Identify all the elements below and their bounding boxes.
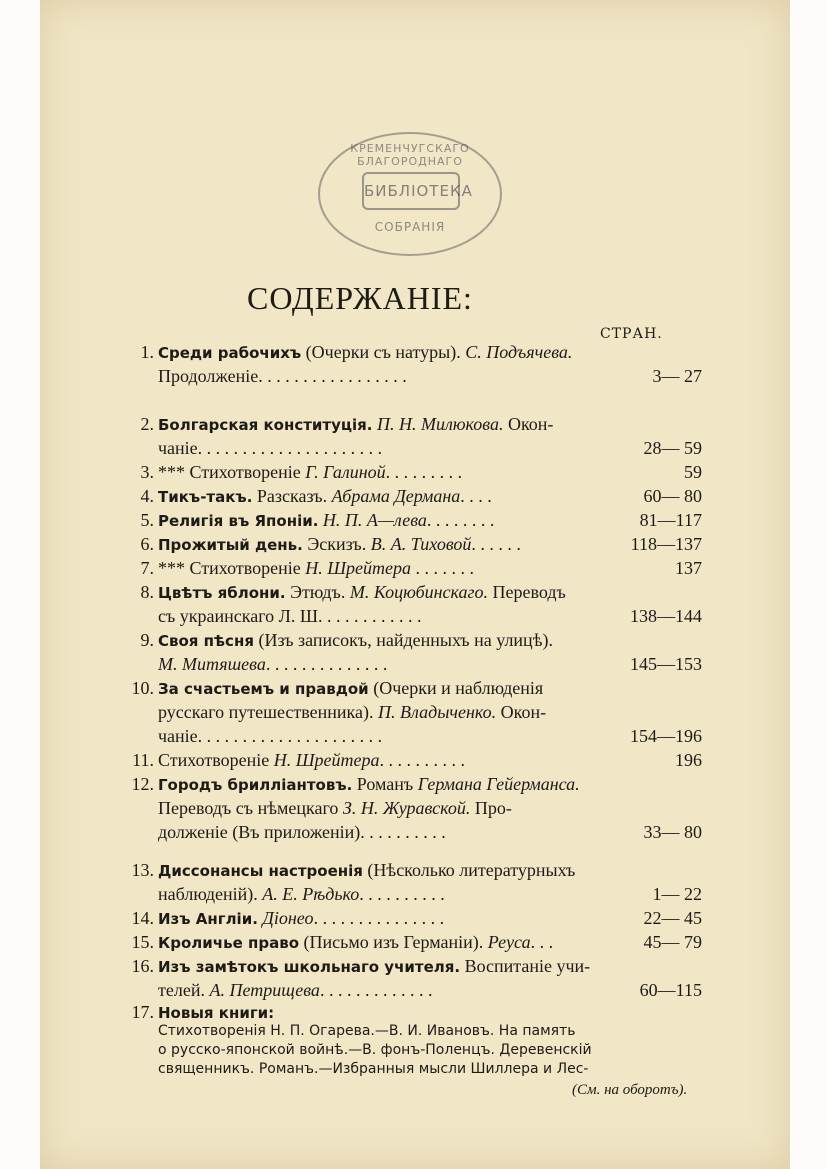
toc-line	[118, 930, 706, 954]
toc-line	[118, 484, 706, 508]
toc-entry-text	[158, 724, 706, 748]
toc-entry-description: (Очерки и наблюденія	[368, 678, 544, 698]
toc-line	[118, 580, 706, 604]
toc-line	[118, 772, 706, 796]
toc-item-number: 5.	[140, 510, 154, 530]
toc-entry-title: Прожитый день.	[158, 536, 303, 554]
toc-line	[118, 556, 706, 580]
toc-entry-title: Кроличье право	[158, 934, 299, 952]
toc-entry-author: Н. Шрейтера	[305, 558, 411, 578]
toc-entry-text	[158, 412, 706, 437]
toc-entry-text	[158, 508, 706, 533]
toc-entry-title: За счастьемъ и правдой	[158, 680, 369, 698]
toc-entry-continuation: . . . .	[460, 486, 492, 506]
toc-entry-description: Эскизъ.	[302, 534, 371, 554]
toc-entry-title: Диссонансы настроенiя	[158, 862, 363, 880]
toc-page-range: 137	[675, 558, 702, 578]
toc-entry-author: П. Владыченко.	[378, 702, 497, 722]
toc-entry-description: Этюдъ.	[285, 582, 350, 602]
toc-item-number: 14.	[131, 908, 154, 928]
toc-entry-description: Воспитаніе учи-	[460, 956, 591, 976]
toc-page-range: 60— 80	[643, 486, 702, 506]
toc-entry-text	[158, 460, 706, 484]
toc-item-number: 6.	[140, 534, 154, 554]
toc-entry-text	[158, 858, 706, 883]
toc-entry-text	[158, 700, 706, 724]
toc-entry-author: М. Митяшева	[158, 654, 266, 674]
toc-entry-text	[158, 652, 706, 676]
toc-entry-description: наблюденій).	[158, 884, 263, 904]
toc-entry-author: А. Петрищева	[209, 980, 320, 1000]
toc-entry-description: Переводъ съ нѣмецкаго	[158, 798, 343, 818]
toc-entry-description: съ украинскаго Л. Ш. . . . . . . . . . . .	[158, 606, 422, 626]
toc-line	[118, 882, 706, 906]
toc-item-number: 13.	[131, 860, 154, 880]
toc-entry-description: (Нѣсколько литературныхъ	[362, 860, 576, 880]
toc-line	[118, 858, 706, 882]
toc-line	[118, 436, 706, 460]
toc-line	[118, 748, 706, 772]
toc-page-range: 60—115	[639, 980, 702, 1000]
toc-line	[118, 978, 706, 1002]
toc-line	[118, 460, 706, 484]
toc-item-number: 12.	[131, 774, 154, 794]
toc-entry-author: З. Н. Журавской.	[342, 798, 471, 818]
toc-entry-author: Н. П. А—лева	[322, 510, 427, 530]
stamp-top-text: КРЕМЕНЧУГСКАГО БЛАГОРОДНАГО	[350, 142, 470, 168]
toc-item-number: 2.	[140, 414, 154, 434]
toc-entry-text	[158, 484, 706, 509]
toc-page-range: 154—196	[630, 726, 702, 746]
toc-entry-continuation: Окон-	[503, 414, 554, 434]
toc-entry-title: Новыя книги:	[158, 1004, 275, 1022]
toc-entry-text	[158, 748, 706, 772]
toc-entry-title: Среди рабочихъ	[158, 344, 302, 362]
new-books-line: священникъ. Романъ.—Избранныя мысли Шиллера и Лес-	[158, 1061, 589, 1077]
toc-page-range: 33— 80	[643, 822, 702, 842]
toc-item-number: 16.	[131, 956, 154, 976]
toc-entry-text	[158, 604, 706, 628]
stamp-center-text: БИБЛІОТЕКА	[362, 172, 460, 210]
toc-entry-continuation: Окон-	[496, 702, 547, 722]
toc-line	[118, 700, 706, 724]
toc-entry-text	[158, 628, 706, 653]
toc-entry-text	[158, 556, 706, 580]
toc-line	[118, 340, 706, 364]
toc-entry-title: Болгарская конституція.	[158, 416, 373, 434]
toc-line	[118, 796, 706, 820]
toc-entry-description: русскаго путешественника).	[158, 702, 379, 722]
toc-page-range: 3— 27	[652, 366, 702, 386]
toc-entry-author: Діонео	[262, 908, 314, 928]
toc-entry-description: *** Стихотвореніе	[158, 462, 306, 482]
toc-entry-continuation: . . . . . . . . . .	[379, 750, 465, 770]
toc-item-number: 1.	[140, 342, 154, 362]
toc-line	[118, 532, 706, 556]
toc-line	[118, 906, 706, 930]
toc-entry-title: Цвѣтъ яблони.	[158, 584, 286, 602]
library-stamp	[318, 132, 502, 256]
toc-line	[118, 364, 706, 388]
toc-entry-text	[158, 978, 706, 1002]
toc-entry-description: Разсказъ.	[252, 486, 332, 506]
toc-entry-text	[158, 532, 706, 557]
toc-entry-author: М. Коцюбинскаго.	[349, 582, 489, 602]
toc-entry-continuation: Про-	[470, 798, 512, 818]
toc-entry-description: телей.	[158, 980, 210, 1000]
toc-line	[118, 604, 706, 628]
toc-entry-description: (Очерки съ натуры).	[301, 342, 466, 362]
toc-entry-continuation: . . . . . .	[471, 534, 521, 554]
stamp-bottom-text: СОБРАНІЯ	[374, 220, 446, 234]
toc-line	[118, 1000, 706, 1024]
toc-entry-text	[158, 436, 706, 460]
toc-entry-author: В. А. Тиховой	[370, 534, 472, 554]
toc-page-range: 138—144	[630, 606, 702, 626]
toc-line	[118, 724, 706, 748]
toc-entry-text	[158, 882, 706, 906]
toc-item-number: 15.	[131, 932, 154, 952]
toc-entry-description: чаніе. . . . . . . . . . . . . . . . . . . . .	[158, 726, 383, 746]
toc-line	[118, 954, 706, 978]
toc-page-range: 196	[675, 750, 702, 770]
toc-entry-author: А. Е. Рѣдько	[262, 884, 360, 904]
toc-entry-description: Стихотвореніе	[158, 750, 274, 770]
toc-item-number: 3.	[140, 462, 154, 482]
toc-entry-text	[158, 906, 706, 931]
toc-entry-description: Продолженіе. . . . . . . . . . . . . . . . .	[158, 366, 407, 386]
toc-entry-continuation: . . . . . . . . . . . . . .	[265, 654, 388, 674]
toc-page-range: 28— 59	[643, 438, 702, 458]
toc-page-range: 59	[684, 462, 702, 482]
toc-item-number: 10.	[131, 678, 154, 698]
toc-page-range: 145—153	[630, 654, 702, 674]
toc-line	[118, 412, 706, 436]
toc-item-number: 11.	[132, 750, 154, 770]
new-books-line: Стихотворенія Н. П. Огарева.—В. И. Ивановъ. На память	[158, 1023, 576, 1039]
toc-entry-author: С. Подъячева.	[465, 342, 573, 362]
toc-entry-continuation: . . . . . . . . .	[385, 462, 463, 482]
toc-entry-title: Своя пѣсня	[158, 632, 254, 650]
toc-entry-title: Городъ бриллiантовъ.	[158, 776, 353, 794]
toc-item-number: 8.	[140, 582, 154, 602]
toc-entry-text	[158, 340, 706, 365]
toc-line	[118, 820, 706, 844]
toc-entry-text	[158, 820, 706, 844]
toc-entry-description: (Изъ записокъ, найденныхъ на улицѣ).	[253, 630, 553, 650]
toc-line	[118, 676, 706, 700]
toc-entry-continuation: . . . . . . . .	[426, 510, 495, 530]
toc-page-range: 118—137	[630, 534, 702, 554]
new-books-line: о русско-японской войнѣ.—В. фонъ-Поленцъ. Деревенскій	[158, 1042, 592, 1058]
toc-page-range: 1— 22	[652, 884, 702, 904]
page-title: СОДЕРЖАНIЕ:	[247, 280, 473, 316]
toc-entry-description: *** Стихотвореніе	[158, 558, 306, 578]
toc-entry-author: Германа Гейерманса.	[417, 774, 580, 794]
toc-entry-author: Абрама Дермана	[331, 486, 461, 506]
toc-entry-text	[158, 796, 706, 820]
toc-entry-text	[158, 954, 706, 979]
toc-entry-title: Изъ Англіи.	[158, 910, 258, 928]
toc-entry-continuation: . . . . . . .	[410, 558, 474, 578]
toc-entry-author: П. Н. Милюкова.	[376, 414, 504, 434]
toc-entry-continuation: . . .	[530, 932, 554, 952]
toc-entry-author: Реуса	[487, 932, 531, 952]
pages-column-header: СТРАН.	[600, 326, 663, 342]
toc-entry-text	[158, 364, 706, 388]
toc-entry-text	[158, 580, 706, 605]
toc-entry-text	[158, 772, 706, 797]
toc-entry-text	[158, 930, 706, 955]
toc-entry-description: долженіе (Въ приложеніи). . . . . . . . . .	[158, 822, 446, 842]
toc-line	[118, 628, 706, 652]
toc-entry-continuation: Переводъ	[488, 582, 566, 602]
toc-entry-description: (Письмо изъ Германіи).	[299, 932, 488, 952]
toc-line	[118, 652, 706, 676]
toc-entry-title: Тикъ-такъ.	[158, 488, 253, 506]
toc-page-range: 22— 45	[643, 908, 702, 928]
toc-item-number: 17.	[131, 1002, 154, 1022]
toc-entry-author: Н. Шрейтера	[273, 750, 380, 770]
toc-line	[118, 508, 706, 532]
toc-entry-text	[158, 676, 706, 701]
toc-item-number: 9.	[140, 630, 154, 650]
toc-item-number: 4.	[140, 486, 154, 506]
toc-entry-continuation: . . . . . . . . . .	[359, 884, 445, 904]
toc-entry-title: Изъ замѣтокъ школьнаго учителя.	[158, 958, 461, 976]
toc-entry-description: Романъ	[352, 774, 418, 794]
toc-entry-author: Г. Галиной	[305, 462, 386, 482]
toc-item-number: 7.	[140, 558, 154, 578]
toc-entry-continuation: . . . . . . . . . . . . . . .	[313, 908, 445, 928]
toc-entry-title: Религія въ Японіи.	[158, 512, 319, 530]
toc-page-range: 81—117	[639, 510, 702, 530]
toc-page-range: 45— 79	[643, 932, 702, 952]
toc-entry-description: чаніе. . . . . . . . . . . . . . . . . . . . .	[158, 438, 383, 458]
toc-entry-continuation: . . . . . . . . . . . . .	[319, 980, 433, 1000]
see-reverse-note: (См. на оборотъ).	[572, 1082, 688, 1098]
